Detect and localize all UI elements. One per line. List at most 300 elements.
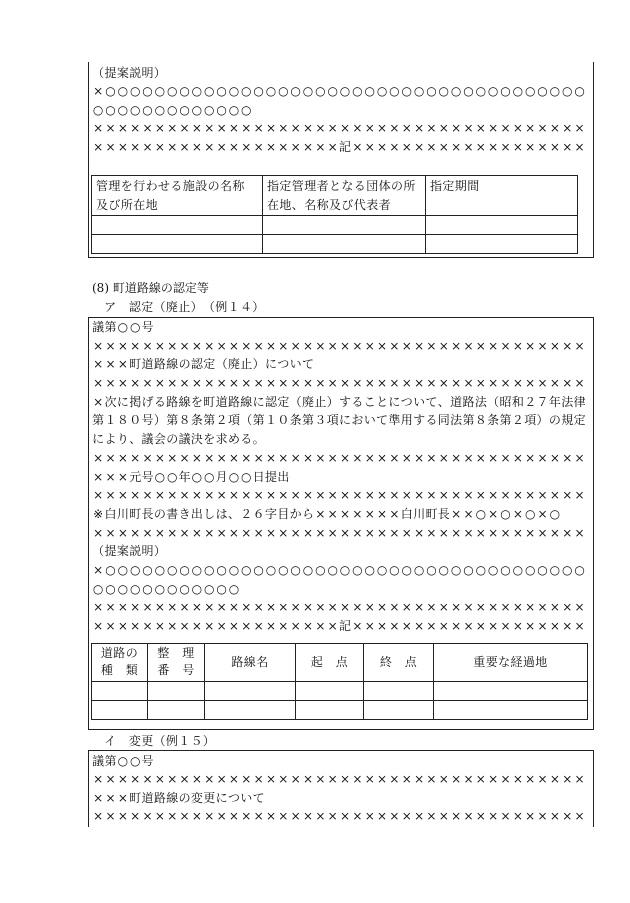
glyph: × [352,140,363,155]
glyph: × [438,140,449,155]
glyph: ○ [302,562,314,577]
glyph: ○ [426,562,437,577]
glyph: × [426,121,437,136]
glyph: × [414,772,425,787]
glyph: × [377,376,388,391]
glyph: ３ [314,413,327,428]
glyph: × [488,376,499,391]
glyph: ○ [216,562,227,577]
glyph: × [438,488,449,503]
glyph: ○ [524,84,536,99]
glyph: 月 [215,469,228,484]
glyph: × [352,600,363,615]
glyph: × [574,772,585,787]
glyph: × [549,338,560,353]
glyph: × [364,619,375,633]
glyph: 条 [190,413,203,428]
glyph: × [241,809,252,824]
glyph: × [204,376,215,391]
glyph: × [142,809,153,824]
glyph: ○ [129,753,141,768]
glyph: ○ [179,581,190,596]
glyph: × [93,809,104,824]
glyph: × [500,488,511,503]
glyph: × [340,121,351,136]
glyph: × [525,772,536,787]
glyph: × [389,450,400,465]
glyph [116,298,128,316]
glyph: × [525,450,536,465]
glyph: × [500,450,511,465]
glyph: × [364,121,375,136]
glyph: × [302,140,314,155]
glyph: × [216,140,227,155]
glyph: × [241,525,252,540]
glyph: × [130,338,141,353]
glyph: × [278,450,289,465]
glyph: 説 [129,544,142,559]
glyph: × [451,525,462,540]
glyph: × [500,525,511,540]
glyph: 律 [573,394,586,409]
glyph: × [265,140,277,155]
glyph: す [339,394,352,409]
glyph: × [463,376,474,391]
glyph: 求 [215,432,228,447]
glyph: ５ [190,734,203,748]
glyph: × [191,376,202,391]
glyph: × [302,772,314,787]
glyph: × [389,809,400,824]
glyph: × [278,488,289,503]
glyph: × [216,600,227,615]
glyph: × [549,488,560,503]
glyph: ○ [142,84,153,99]
glyph: × [278,525,289,540]
glyph: × [105,600,116,615]
glyph: 明 [141,544,154,559]
glyph: × [204,450,215,465]
glyph: × [142,338,153,353]
glyph: × [537,506,548,521]
text-line [92,598,593,617]
glyph: × [105,450,116,465]
glyph: × [290,809,301,824]
glyph: × [451,772,462,787]
glyph: × [117,772,128,787]
glyph: ○ [500,84,511,99]
glyph: × [475,121,486,136]
glyph: × [401,525,412,540]
glyph: 法 [450,413,463,428]
glyph: ○ [228,581,240,596]
glyph: × [537,376,548,391]
glyph: × [488,450,499,465]
glyph: × [154,619,165,633]
glyph: ○ [204,102,215,117]
glyph: ○ [352,562,363,577]
glyph: お [351,413,364,428]
glyph: ○ [179,84,190,99]
glyph: 変 [128,734,141,748]
glyph: ○ [537,84,548,99]
glyph: × [340,525,351,540]
glyph: ○ [512,562,524,577]
table-cell [92,234,263,253]
glyph: × [574,121,585,136]
glyph: × [574,450,585,465]
glyph: × [463,809,474,824]
glyph: × [241,772,252,787]
table-header-row [92,175,578,215]
table-row [92,215,578,234]
glyph: × [265,376,277,391]
glyph: × [167,488,178,503]
glyph: × [500,338,511,353]
glyph: × [154,376,165,391]
glyph: × [105,140,116,155]
header-start-point [296,643,364,681]
glyph: × [290,140,301,155]
glyph: ○ [154,469,166,484]
glyph: 認 [128,300,141,314]
glyph: 白 [400,506,413,521]
glyph: て [425,394,438,409]
glyph: ○ [352,84,363,99]
glyph: × [488,140,499,155]
glyph: × [253,376,264,391]
glyph: × [315,525,326,540]
glyph: × [253,121,264,136]
glyph: × [142,525,153,540]
glyph: × [426,772,437,787]
glyph: × [142,600,153,615]
glyph: ○ [315,562,326,577]
glyph: × [93,562,104,577]
glyph: 、 [129,432,142,447]
glyph: × [389,506,400,521]
glyph: × [253,772,264,787]
glyph: ○ [117,320,129,334]
glyph: （ [202,300,215,314]
glyph: × [364,488,375,503]
glyph: ○ [561,562,573,577]
glyph: × [414,488,425,503]
glyph: × [414,809,425,824]
glyph: × [414,376,425,391]
glyph: × [340,450,351,465]
glyph: × [414,338,425,353]
glyph: ら [302,506,315,521]
glyph: × [142,121,153,136]
glyph: ○ [166,102,178,117]
glyph: 条 [487,413,500,428]
glyph: × [265,772,277,787]
glyph: ○ [450,84,462,99]
glyph: ○ [241,102,252,117]
text-line [92,561,593,580]
glyph: × [562,450,573,465]
text-line [92,138,593,157]
glyph: 道 [215,394,228,409]
glyph: × [500,376,511,391]
glyph: 第 [203,413,216,428]
glyph: × [438,772,449,787]
glyph: 長 [141,506,154,521]
glyph: 条 [289,413,302,428]
glyph: × [105,376,116,391]
glyph: × [302,338,314,353]
header-route-name [205,643,296,681]
glyph: （ [240,413,253,428]
table-cell [296,681,364,700]
glyph: × [377,506,388,521]
glyph: × [574,619,585,633]
glyph: 認 [190,357,203,372]
glyph: の [178,790,191,805]
header-road-type [92,643,148,681]
glyph: × [574,600,585,615]
glyph: × [463,772,474,787]
text-line [92,789,593,808]
glyph: × [117,140,128,155]
header-line: 指定期間 [430,178,480,193]
glyph: × [327,619,338,633]
glyph: × [401,809,412,824]
glyph: 明 [141,65,154,80]
glyph: × [488,809,499,824]
glyph: し [203,506,216,521]
glyph: × [512,488,523,503]
glyph: 法 [561,394,574,409]
glyph: × [130,809,141,824]
glyph: × [451,619,462,633]
glyph: × [364,600,375,615]
glyph: × [451,140,462,155]
glyph: 決 [190,432,203,447]
glyph: × [315,809,326,824]
glyph: × [525,488,536,503]
glyph: 年 [178,469,191,484]
glyph: × [105,469,116,484]
glyph: に [116,394,129,409]
glyph: × [191,338,202,353]
glyph: 第 [462,413,475,428]
glyph: × [438,338,449,353]
header-line: 番 号 [157,663,195,678]
glyph: × [562,121,573,136]
glyph: 白 [104,506,117,521]
glyph: × [377,450,388,465]
glyph: × [401,121,412,136]
glyph: × [265,600,277,615]
glyph: ○ [129,84,141,99]
glyph: × [549,376,560,391]
header-line: 起 点 [310,654,349,669]
glyph: ○ [241,469,252,484]
table-cell [92,215,263,234]
glyph: × [426,338,437,353]
glyph: × [352,121,363,136]
glyph: ○ [166,469,178,484]
glyph: ○ [92,102,104,117]
glyph: × [549,525,560,540]
glyph: × [302,619,314,633]
glyph: × [549,619,560,633]
glyph: × [451,121,462,136]
glyph: ○ [142,102,153,117]
glyph: 例 [165,734,178,748]
glyph: ○ [339,562,351,577]
glyph: × [340,772,351,787]
glyph: × [364,140,375,155]
glyph: × [167,338,178,353]
table-cell [296,700,364,719]
glyph: 止 [314,394,327,409]
glyph: × [105,772,116,787]
glyph: ○ [154,581,166,596]
glyph: × [228,338,239,353]
table-cell [434,700,588,719]
glyph: ○ [216,581,227,596]
glyph: の [166,432,179,447]
text-line [92,101,593,120]
glyph: × [414,140,425,155]
glyph: 記 [339,140,352,155]
glyph: × [327,140,338,155]
glyph: ） [153,65,166,80]
glyph: × [290,600,301,615]
glyph: × [302,525,314,540]
glyph: 止 [178,300,191,314]
glyph: × [278,619,289,633]
glyph: 町 [425,506,438,521]
glyph: 町 [129,790,142,805]
glyph: × [105,809,116,824]
glyph: × [105,338,116,353]
glyph: × [191,525,202,540]
glyph: つ [400,394,413,409]
glyph: × [512,140,523,155]
glyph: ○ [241,84,252,99]
glyph: × [117,121,128,136]
glyph: 止 [240,357,253,372]
glyph: × [451,488,462,503]
glyph: × [352,450,363,465]
table-cell [148,700,205,719]
glyph: × [191,121,202,136]
glyph: × [290,525,301,540]
glyph: ８ [474,413,487,428]
text-line [92,337,593,356]
glyph: × [500,619,511,633]
text-line [92,617,593,636]
glyph: 例 [215,300,228,314]
glyph: × [537,600,548,615]
glyph: × [154,140,165,155]
glyph: × [228,772,239,787]
glyph: × [463,488,474,503]
glyph: 項 [524,413,537,428]
glyph: × [426,619,437,633]
glyph: ○ [265,562,277,577]
glyph: 案 [116,65,129,80]
glyph: × [265,619,277,633]
glyph: ４ [239,300,252,314]
glyph: × [228,488,239,503]
glyph: × [549,809,560,824]
glyph: ８ [116,413,129,428]
glyph: × [315,488,326,503]
glyph: × [241,376,252,391]
glyph: × [191,619,202,633]
glyph: × [117,619,128,633]
glyph: × [389,525,400,540]
glyph: ○ [117,753,129,768]
glyph: ○ [105,102,116,117]
glyph: × [426,488,437,503]
glyph: × [105,121,116,136]
glyph: × [562,338,573,353]
glyph: １ [104,413,117,428]
glyph: × [228,376,239,391]
glyph: （ [92,65,105,80]
glyph: × [525,376,536,391]
glyph: × [278,600,289,615]
glyph: × [364,506,375,521]
glyph: × [154,809,165,824]
glyph: × [451,376,462,391]
glyph: × [216,772,227,787]
glyph: て [252,790,265,805]
header-facility-name [92,175,263,215]
glyph: × [179,809,190,824]
glyph: ○ [117,102,129,117]
glyph: × [377,121,388,136]
glyph: ○ [475,84,487,99]
glyph: × [512,338,523,353]
glyph: 議 [141,432,154,447]
glyph: 認 [264,394,277,409]
glyph: × [154,600,165,615]
glyph: × [438,600,449,615]
text-line [92,411,593,430]
glyph: × [93,121,104,136]
glyph: ○ [265,84,277,99]
glyph: ） [536,413,549,428]
glyph: ○ [105,84,116,99]
glyph: ○ [166,562,178,577]
glyph: × [377,600,388,615]
glyph: × [389,619,400,633]
glyph: × [475,338,486,353]
glyph: × [290,488,301,503]
glyph: × [105,619,116,633]
glyph: ２ [240,506,253,521]
glyph: × [265,488,277,503]
table-cell [205,681,296,700]
glyph: × [537,488,548,503]
glyph: × [93,338,104,353]
glyph: × [154,525,165,540]
glyph: × [154,121,165,136]
glyph: × [265,338,277,353]
glyph: × [340,506,351,521]
glyph: ○ [241,562,252,577]
glyph: × [562,772,573,787]
glyph: 定 [203,357,216,372]
glyph: ○ [105,581,116,596]
